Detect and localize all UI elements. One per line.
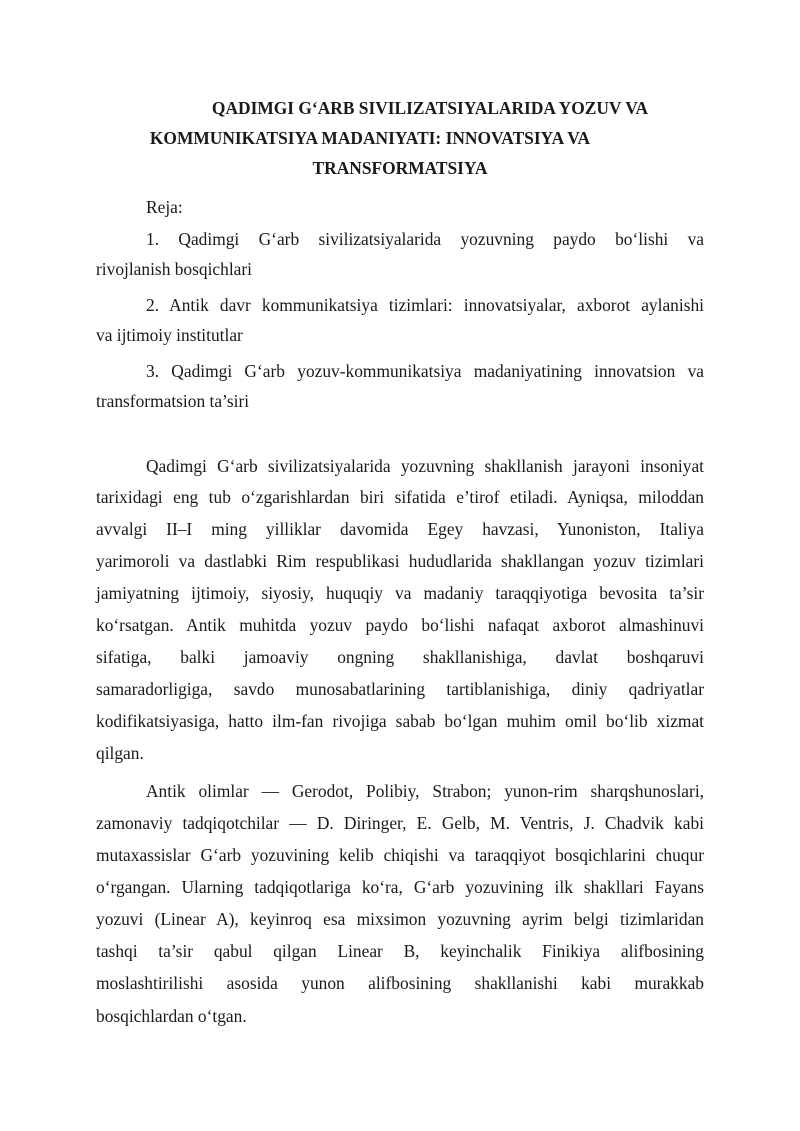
paragraph-2-line: moslashtirilishi asosida yunon alifbosining shakllanishi kabi murakkab bbox=[96, 973, 704, 993]
paragraph-1-line: jamiyatning ijtimoiy, siyosiy, huquqiy va madaniy taraqqiyotiga bevosita ta’sir bbox=[96, 583, 704, 603]
plan-item-3-line-1: 3. Qadimgi G‘arb yozuv-kommunikatsiya madaniyatining innovatsion va bbox=[146, 361, 704, 381]
title-line-1: QADIMGI G‘ARB SIVILIZATSIYALARIDA YOZUV VA bbox=[211, 98, 649, 118]
paragraph-1-line: ko‘rsatgan. Antik muhitda yozuv paydo bo‘lishi nafaqat axborot almashinuvi bbox=[96, 615, 704, 635]
paragraph-2-line: Antik olimlar — Gerodot, Polibiy, Strabon; yunon-rim sharqshunoslari, bbox=[146, 781, 704, 801]
paragraph-2-line: o‘rgangan. Ularning tadqiqotlariga ko‘ra, G‘arb yozuvining ilk shakllari Fayans bbox=[96, 877, 704, 897]
paragraph-1-line: sifatiga, balki jamoaviy ongning shakllanishiga, davlat boshqaruvi bbox=[96, 647, 704, 667]
plan-item-1-line-1: 1. Qadimgi G‘arb sivilizatsiyalarida yozuvning paydo bo‘lishi va bbox=[146, 229, 704, 249]
paragraph-2-line: tashqi ta’sir qabul qilgan Linear B, keyinchalik Finikiya alifbosining bbox=[96, 941, 704, 961]
title-line-2: KOMMUNIKATSIYA MADANIYATI: INNOVATSIYA VA bbox=[149, 128, 591, 148]
paragraph-2-line: bosqichlardan o‘tgan. bbox=[96, 1006, 247, 1026]
plan-item-3-line-2: transformatsion ta’siri bbox=[96, 391, 250, 411]
plan-item-2-line-2: va ijtimoiy institutlar bbox=[96, 325, 243, 345]
paragraph-1-line: kodifikatsiyasiga, hatto ilm-fan rivojiga sabab bo‘lgan muhim omil bo‘lib xizmat bbox=[96, 711, 704, 731]
plan-item-1-line-2: rivojlanish bosqichlari bbox=[96, 259, 253, 279]
paragraph-1-line: avvalgi II–I ming yilliklar davomida Egey havzasi, Yunoniston, Italiya bbox=[96, 519, 704, 539]
plan-item-2-line-1: 2. Antik davr kommunikatsiya tizimlari: innovatsiyalar, axborot aylanishi bbox=[146, 295, 704, 315]
paragraph-1-line: qilgan. bbox=[96, 743, 144, 763]
title-line-3: TRANSFORMATSIYA bbox=[312, 158, 488, 178]
paragraph-1-line: tarixidagi eng tub o‘zgarishlardan biri sifatida e’tirof etiladi. Ayniqsa, miloddan bbox=[96, 487, 704, 507]
paragraph-2-line: zamonaviy tadqiqotchilar — D. Diringer, E. Gelb, M. Ventris, J. Chadvik kabi bbox=[96, 813, 704, 833]
paragraph-2-line: yozuvi (Linear A), keyinroq esa mixsimon yozuvning ayrim belgi tizimlaridan bbox=[96, 909, 704, 929]
document-title bbox=[96, 93, 704, 183]
paragraph-2-line: mutaxassislar G‘arb yozuvining kelib chiqishi va taraqqiyot bosqichlarini chuqur bbox=[96, 845, 704, 865]
plan-label: Reja: bbox=[146, 197, 183, 217]
paragraph-1-line: samaradorligiga, savdo munosabatlarining tartiblanishiga, diniy qadriyatlar bbox=[96, 679, 704, 699]
paragraph-1-line: Qadimgi G‘arb sivilizatsiyalarida yozuvning shakllanish jarayoni insoniyat bbox=[146, 456, 704, 476]
paragraph-1-line: yarimoroli va dastlabki Rim respublikasi hududlarida shakllangan yozuv tizimlari bbox=[96, 551, 704, 571]
